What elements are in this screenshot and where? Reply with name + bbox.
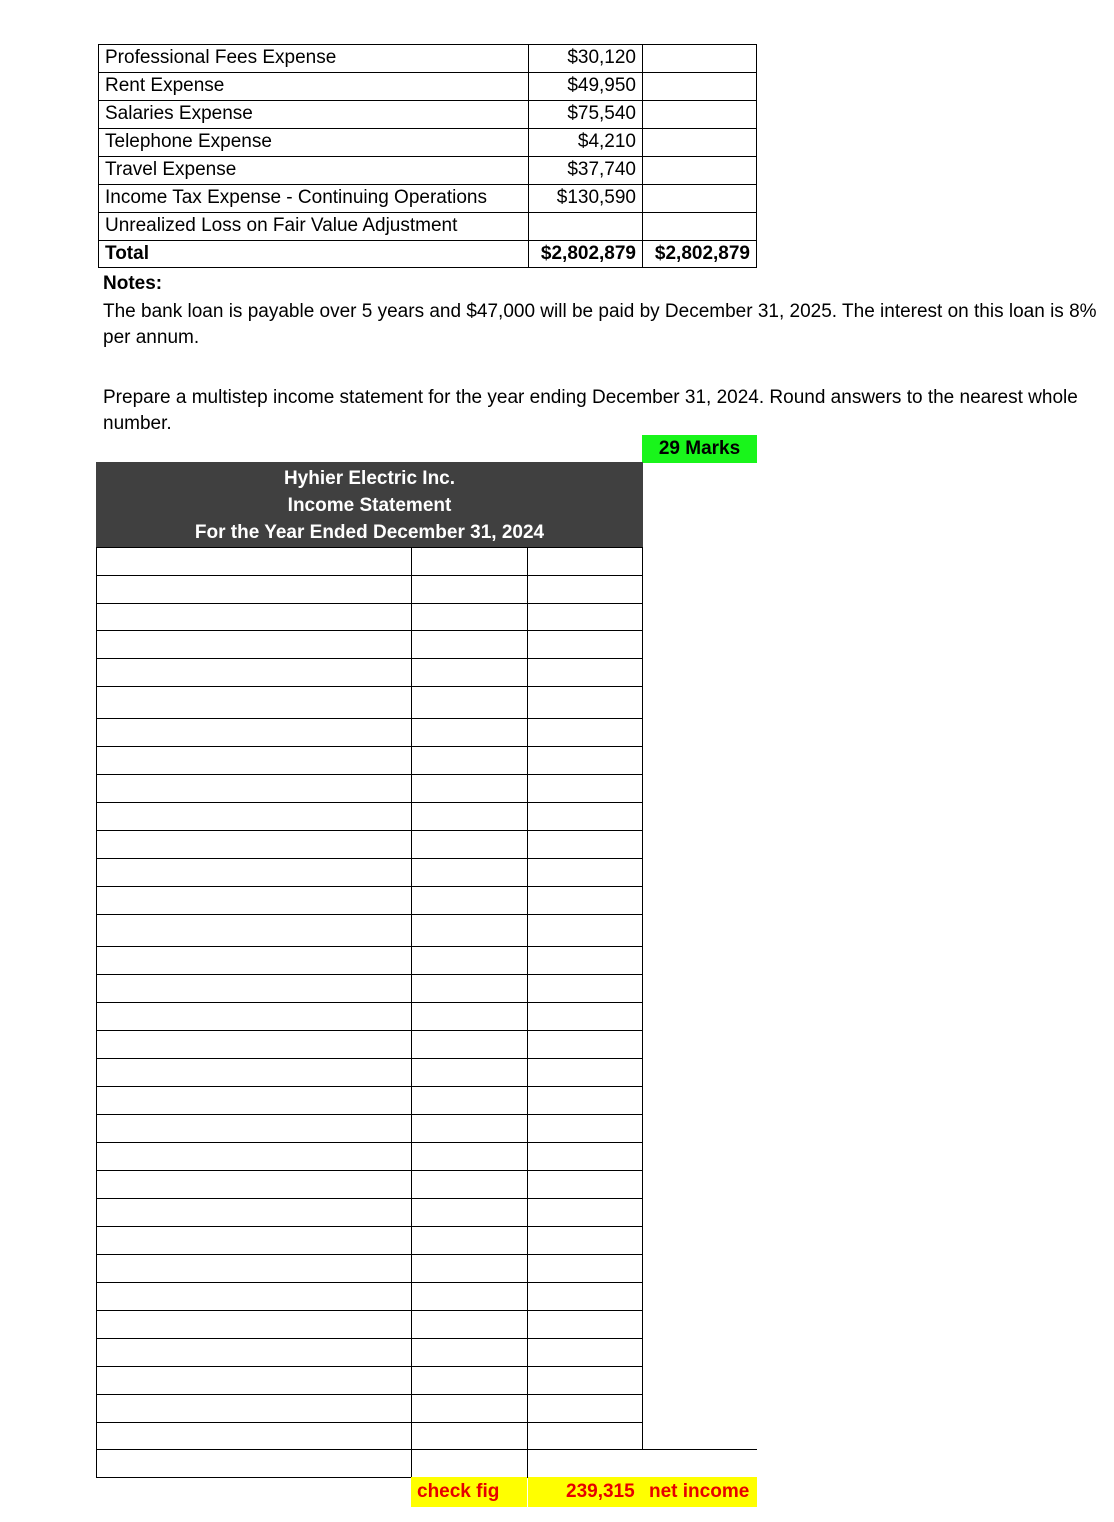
grid-row-line — [96, 658, 642, 659]
tb-account: Income Tax Expense - Continuing Operations — [98, 184, 529, 213]
tb-debit: $4,210 — [528, 128, 643, 157]
marks-badge: 29 Marks — [642, 435, 757, 463]
check-fig-cell — [411, 1477, 527, 1507]
tb-total-credit: $2,802,879 — [642, 240, 757, 268]
grid-row-line — [96, 1170, 642, 1171]
tb-total-debit: $2,802,879 — [528, 240, 643, 268]
check-fig-label: check fig — [417, 1481, 500, 1502]
tb-account: Travel Expense — [98, 156, 529, 185]
grid-row-line — [96, 630, 642, 631]
notes-heading: Notes: — [103, 273, 163, 294]
notes-line-2: per annum. — [103, 327, 200, 348]
grid-column-line — [411, 547, 412, 1478]
grid-row-line — [96, 686, 642, 687]
tb-credit — [642, 212, 757, 241]
grid-row-line — [96, 1254, 642, 1255]
grid-row-line — [96, 1198, 642, 1199]
grid-row-line — [96, 886, 642, 887]
grid-row-line — [96, 1422, 642, 1423]
grid-row-line — [96, 575, 642, 576]
grid-row-line — [96, 1282, 642, 1283]
grid-row-line — [96, 1114, 642, 1115]
grid-row-line — [96, 1366, 642, 1367]
company-name: Hyhier Electric Inc. — [283, 468, 456, 489]
tb-credit — [642, 184, 757, 213]
tb-account: Professional Fees Expense — [98, 44, 529, 73]
grid-row-line — [96, 746, 642, 747]
grid-row-line — [96, 914, 642, 915]
grid-row-line — [96, 1394, 642, 1395]
grid-row-line — [96, 1449, 757, 1450]
tb-credit — [642, 100, 757, 129]
tb-credit — [642, 44, 757, 73]
grid-row-line — [96, 774, 642, 775]
grid-row-line — [96, 858, 642, 859]
tb-debit: $30,120 — [528, 44, 643, 73]
grid-column-line — [96, 547, 97, 1478]
grid-row-line — [96, 1142, 642, 1143]
grid-row-line — [96, 547, 642, 548]
net-income-cell — [528, 1477, 757, 1507]
tb-account: Rent Expense — [98, 72, 529, 101]
grid-column-line — [642, 547, 643, 1450]
tb-debit: $75,540 — [528, 100, 643, 129]
grid-row-line — [96, 1226, 642, 1227]
income-statement-header — [96, 462, 643, 547]
instruction-line-1: Prepare a multistep income statement for the year ending December 31, 2024. Round answers to the nearest whole — [103, 387, 1078, 408]
tb-debit: $49,950 — [528, 72, 643, 101]
tb-account: Salaries Expense — [98, 100, 529, 129]
grid-row-line — [96, 802, 642, 803]
grid-row-line — [96, 1058, 642, 1059]
tb-credit — [642, 128, 757, 157]
tb-credit — [642, 72, 757, 101]
tb-debit: $37,740 — [528, 156, 643, 185]
tb-debit — [528, 212, 643, 241]
grid-row-line — [96, 1338, 642, 1339]
grid-row-line — [96, 830, 642, 831]
grid-row-line — [96, 1030, 642, 1031]
instruction-line-2: number. — [103, 413, 172, 434]
statement-title: Income Statement — [287, 495, 452, 516]
grid-row-line — [96, 1086, 642, 1087]
tb-credit — [642, 156, 757, 185]
statement-period: For the Year Ended December 31, 2024 — [194, 522, 545, 543]
grid-column-line — [527, 547, 528, 1478]
tb-account: Unrealized Loss on Fair Value Adjustment — [98, 212, 529, 241]
grid-row-line — [96, 946, 642, 947]
grid-row-line — [96, 603, 642, 604]
tb-debit: $130,590 — [528, 184, 643, 213]
grid-row-line — [96, 1002, 642, 1003]
grid-row-line — [96, 1310, 642, 1311]
grid-row-line — [96, 974, 642, 975]
tb-total-label: Total — [98, 240, 529, 268]
notes-line-1: The bank loan is payable over 5 years and $47,000 will be paid by December 31, 2025. The interest on this loan is 8% — [103, 301, 1097, 322]
grid-row-line — [96, 718, 642, 719]
tb-account: Telephone Expense — [98, 128, 529, 157]
check-value: 239,315 — [566, 1481, 635, 1502]
net-income-label: net income — [649, 1481, 750, 1502]
